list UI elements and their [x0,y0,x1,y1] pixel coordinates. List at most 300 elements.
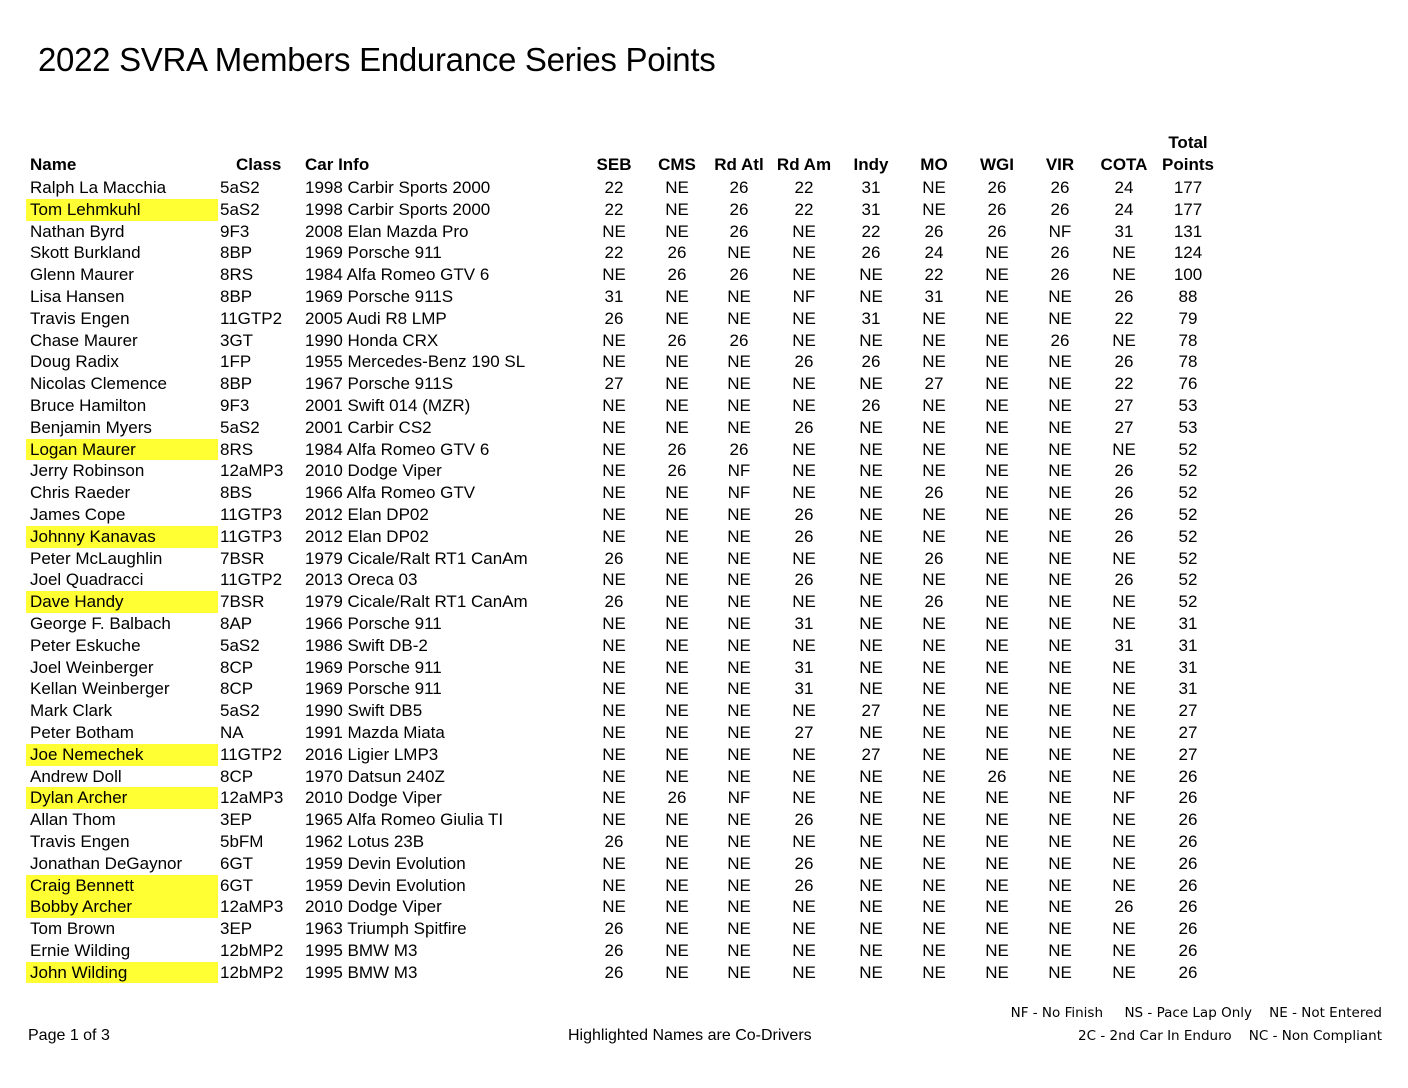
event-points: NE [859,897,883,917]
event-points: NE [792,548,816,568]
total-points: 52 [1178,461,1198,481]
total-points: 78 [1178,352,1198,372]
event-points: NE [1112,613,1136,633]
driver-name: Nathan Byrd [30,221,125,241]
event-points: 26 [667,243,687,263]
event-points: NE [792,221,816,241]
event-points: NE [602,504,626,524]
event-points: NE [602,483,626,503]
event-points: NE [859,657,883,677]
total-points: 79 [1178,308,1198,328]
event-points: NE [1048,831,1072,851]
event-points: 31 [794,679,814,699]
event-points: NE [665,657,689,677]
car-info: 1986 Swift DB-2 [305,635,428,655]
event-points: NE [665,286,689,306]
event-points: NE [792,330,816,350]
event-points: NE [727,810,751,830]
car-info: 1990 Honda CRX [305,330,439,350]
event-points: NE [1112,679,1136,699]
car-class: 3EP [220,919,253,939]
event-points: NE [665,548,689,568]
event-points: NE [602,461,626,481]
driver-name: Jerry Robinson [30,461,145,481]
event-points: NE [727,352,751,372]
event-points: NE [1048,657,1072,677]
event-points: NE [792,439,816,459]
driver-name: George F. Balbach [30,613,171,633]
event-points: NE [1048,635,1072,655]
car-class: 12bMP2 [220,940,284,960]
table-row [26,613,1226,635]
event-points: NE [859,374,883,394]
header-event-cota: COTA [1100,155,1148,174]
table-row [26,351,1226,373]
event-points: NE [1048,766,1072,786]
table-row [26,962,1226,984]
event-points: 26 [729,221,749,241]
event-points: NE [922,962,946,982]
event-points: NE [922,330,946,350]
event-points: 26 [794,504,814,524]
event-points: NE [922,701,946,721]
car-info: 1966 Alfa Romeo GTV [305,483,476,503]
total-points: 177 [1173,199,1203,219]
event-points: 26 [1114,570,1134,590]
car-info: 1967 Porsche 911S [305,374,454,394]
event-points: NE [985,330,1009,350]
event-points: NE [859,919,883,939]
event-points: NE [727,548,751,568]
car-class: 8BP [220,243,253,263]
table-row [26,221,1226,243]
event-points: NE [922,766,946,786]
event-points: 26 [604,592,624,612]
driver-name: Ralph La Macchia [30,178,167,197]
event-points: NE [1112,940,1136,960]
car-info: 1959 Devin Evolution [305,853,466,873]
event-points: NE [985,483,1009,503]
event-points: NE [1112,439,1136,459]
event-points: NE [922,613,946,633]
table-row [26,591,1226,613]
event-points: 22 [861,221,881,241]
event-points: NE [602,766,626,786]
event-points: NE [727,744,751,764]
event-points: NE [859,483,883,503]
event-points: NE [859,875,883,895]
total-points: 52 [1178,592,1198,612]
event-points: 24 [1114,199,1134,219]
driver-name: Kellan Weinberger [30,679,170,699]
event-points: NE [985,395,1009,415]
event-points: NE [922,744,946,764]
driver-name: Nicolas Clemence [30,374,167,394]
event-points: 22 [794,178,814,197]
event-points: NE [727,940,751,960]
event-points: 22 [604,199,624,219]
event-points: NE [602,810,626,830]
driver-name: Andrew Doll [30,766,122,786]
car-info: 2001 Carbir CS2 [305,417,432,437]
total-points: 131 [1173,221,1203,241]
event-points: NE [985,962,1009,982]
event-points: NE [602,395,626,415]
event-points: NE [922,810,946,830]
event-points: NE [665,592,689,612]
event-points: NE [1048,788,1072,808]
table-row [26,853,1226,875]
event-points: NE [792,395,816,415]
car-info: 1969 Porsche 911 [305,657,442,677]
car-class: 5aS2 [220,178,260,197]
event-points: NE [985,504,1009,524]
event-points: NE [922,461,946,481]
car-info: 1969 Porsche 911 [305,679,442,699]
driver-name: Travis Engen [30,831,130,851]
page-title: 2022 SVRA Members Endurance Series Points [38,41,716,78]
event-points: 26 [729,178,749,197]
event-points: NE [602,613,626,633]
table-row [26,330,1226,352]
car-class: 12aMP3 [220,788,284,808]
event-points: NE [1048,701,1072,721]
car-class: 8AP [220,613,253,633]
car-info: 1979 Cicale/Ralt RT1 CanAm [305,592,528,612]
total-points: 26 [1178,875,1198,895]
table-row [26,569,1226,591]
legend-line-2: 2C - 2nd Car In Enduro NC - Non Compliant [1078,1028,1382,1044]
event-points: NE [1048,504,1072,524]
total-points: 52 [1178,570,1198,590]
event-points: NE [727,701,751,721]
event-points: NE [922,199,946,219]
driver-name: Dylan Archer [30,788,128,808]
event-points: NE [665,940,689,960]
event-points: NE [859,417,883,437]
event-points: NE [1112,243,1136,263]
event-points: NE [985,439,1009,459]
event-points: 26 [924,221,944,241]
event-points: NE [1112,701,1136,721]
car-info: 2012 Elan DP02 [305,504,429,524]
driver-name: Peter Eskuche [30,635,141,655]
event-points: NE [922,722,946,742]
total-points: 27 [1178,744,1198,764]
event-points: 26 [1050,330,1070,350]
car-info: 1991 Mazda Miata [305,722,445,742]
car-class: 8BP [220,286,253,306]
event-points: NE [665,308,689,328]
car-info: 2012 Elan DP02 [305,526,429,546]
car-class: 3GT [220,330,254,350]
event-points: NE [922,352,946,372]
event-points: NE [602,875,626,895]
event-points: NE [792,461,816,481]
car-info: 2010 Dodge Viper [305,788,442,808]
event-points: 26 [604,919,624,939]
co-driver-note: Highlighted Names are Co-Drivers [568,1027,812,1044]
event-points: 26 [794,526,814,546]
event-points: NE [922,788,946,808]
table-row [26,678,1226,700]
table-row [26,177,1226,199]
event-points: 31 [861,308,881,328]
event-points: NE [602,744,626,764]
table-row [26,308,1226,330]
table-row [26,373,1226,395]
car-class: 7BSR [220,548,265,568]
event-points: NE [985,352,1009,372]
event-points: NE [727,657,751,677]
event-points: 26 [667,265,687,285]
points-table [26,130,1226,983]
table-header [26,130,1226,177]
table-row [26,766,1226,788]
car-info: 1990 Swift DB5 [305,701,423,721]
event-points: NE [1048,919,1072,939]
table-row [26,548,1226,570]
total-points: 26 [1178,962,1198,982]
header-event-seb: SEB [596,155,632,174]
event-points: NE [985,526,1009,546]
driver-name: Travis Engen [30,308,130,328]
event-points: NE [602,265,626,285]
total-points: 177 [1173,178,1203,197]
event-points: 26 [1050,178,1070,197]
car-class: 5aS2 [220,701,260,721]
event-points: 31 [861,178,881,197]
event-points: 26 [604,831,624,851]
table-row [26,918,1226,940]
event-points: 26 [794,853,814,873]
event-points: NE [665,875,689,895]
event-points: 26 [1114,483,1134,503]
car-info: 2001 Swift 014 (MZR) [305,395,471,415]
car-class: 7BSR [220,592,265,612]
car-info: 1962 Lotus 23B [305,831,425,851]
event-points: NE [985,919,1009,939]
total-points: 26 [1178,766,1198,786]
event-points: NE [792,788,816,808]
car-class: NA [220,722,244,742]
car-class: 12aMP3 [220,897,284,917]
event-points: NE [727,374,751,394]
car-info: 1995 BMW M3 [305,962,418,982]
event-points: NE [792,243,816,263]
event-points: 26 [1114,461,1134,481]
event-points: NE [922,308,946,328]
total-points: 26 [1178,810,1198,830]
driver-name: Craig Bennett [30,875,134,895]
driver-name: Mark Clark [30,701,113,721]
car-info: 1998 Carbir Sports 2000 [305,178,491,197]
event-points: NE [792,265,816,285]
event-points: NE [1112,831,1136,851]
event-points: NE [727,635,751,655]
total-points: 31 [1178,657,1198,677]
total-points: 31 [1178,679,1198,699]
table-row [26,482,1226,504]
table-row [26,199,1226,221]
total-points: 78 [1178,330,1198,350]
event-points: NE [1048,286,1072,306]
event-points: 26 [1114,352,1134,372]
table-row [26,700,1226,722]
event-points: NE [1048,352,1072,372]
event-points: NE [985,657,1009,677]
event-points: NE [922,919,946,939]
total-points: 52 [1178,483,1198,503]
event-points: NE [922,439,946,459]
event-points: NE [602,417,626,437]
event-points: NE [792,635,816,655]
car-class: 5aS2 [220,417,260,437]
car-info: 2010 Dodge Viper [305,897,442,917]
car-info: 1959 Devin Evolution [305,875,466,895]
event-points: 27 [924,374,944,394]
event-points: NE [859,526,883,546]
total-points: 31 [1178,613,1198,633]
event-points: NE [602,439,626,459]
header-event-mo: MO [920,155,948,174]
event-points: 24 [924,243,944,263]
driver-name: Chase Maurer [30,330,138,350]
event-points: NE [1048,722,1072,742]
event-points: NE [985,243,1009,263]
total-points: 26 [1178,831,1198,851]
event-points: 31 [794,657,814,677]
event-points: 26 [1114,526,1134,546]
event-points: 26 [861,395,881,415]
car-info: 1995 BMW M3 [305,940,418,960]
event-points: NE [922,417,946,437]
event-points: NE [859,330,883,350]
event-points: 31 [1114,635,1134,655]
event-points: 26 [861,243,881,263]
table-row [26,526,1226,548]
event-points: NE [727,570,751,590]
table-row [26,940,1226,962]
event-points: NE [922,831,946,851]
total-points: 52 [1178,526,1198,546]
event-points: NE [985,897,1009,917]
driver-name: Dave Handy [30,592,124,612]
driver-name: Joe Nemechek [30,744,144,764]
event-points: NE [985,875,1009,895]
car-class: 9F3 [220,221,250,241]
car-info: 2016 Ligier LMP3 [305,744,439,764]
car-class: 12bMP2 [220,962,284,982]
event-points: 26 [667,788,687,808]
event-points: NE [1112,810,1136,830]
car-info: 1969 Porsche 911 [305,243,442,263]
event-points: NE [922,897,946,917]
event-points: NE [859,461,883,481]
total-points: 52 [1178,439,1198,459]
table-row [26,242,1226,264]
event-points: NE [985,701,1009,721]
event-points: NE [665,483,689,503]
event-points: NE [665,919,689,939]
event-points: NE [665,613,689,633]
car-class: 8BS [220,483,253,503]
event-points: 26 [729,199,749,219]
event-points: 26 [924,592,944,612]
total-points: 124 [1173,243,1203,263]
event-points: NF [1112,788,1136,808]
event-points: NE [859,286,883,306]
table-row [26,875,1226,897]
event-points: NE [859,439,883,459]
event-points: NE [665,701,689,721]
driver-name: James Cope [30,504,126,524]
event-points: NE [602,352,626,372]
event-points: 27 [604,374,624,394]
header-event-rd-am: Rd Am [776,155,832,174]
event-points: NE [665,178,689,197]
event-points: NE [922,395,946,415]
event-points: NE [922,853,946,873]
event-points: NE [1112,330,1136,350]
event-points: 26 [924,548,944,568]
event-points: NE [665,395,689,415]
table-row [26,460,1226,482]
car-info: 2008 Elan Mazda Pro [305,221,469,241]
car-info: 1984 Alfa Romeo GTV 6 [305,439,490,459]
event-points: NE [1112,722,1136,742]
event-points: 26 [1114,286,1134,306]
event-points: 31 [1114,221,1134,241]
table-row [26,395,1226,417]
event-points: NE [665,744,689,764]
header-name: Name [30,155,77,174]
event-points: NE [727,504,751,524]
event-points: 26 [861,352,881,372]
table-row [26,657,1226,679]
car-info: 1998 Carbir Sports 2000 [305,199,491,219]
event-points: NE [859,940,883,960]
car-class: 1FP [220,352,252,372]
event-points: NE [1048,592,1072,612]
event-points: NE [602,330,626,350]
event-points: NE [727,613,751,633]
event-points: NE [665,504,689,524]
car-info: 2013 Oreca 03 [305,570,418,590]
event-points: NE [602,635,626,655]
event-points: NE [602,788,626,808]
total-points: 100 [1173,265,1203,285]
event-points: NE [922,875,946,895]
car-class: 5aS2 [220,199,260,219]
event-points: NE [859,265,883,285]
event-points: NE [665,352,689,372]
event-points: NE [1112,919,1136,939]
event-points: NE [665,199,689,219]
event-points: 26 [794,810,814,830]
table-row [26,286,1226,308]
event-points: NE [922,570,946,590]
event-points: NE [727,417,751,437]
event-points: 26 [987,766,1007,786]
car-info: 1963 Triumph Spitfire [305,919,467,939]
driver-name: Glenn Maurer [30,265,134,285]
event-points: NE [727,592,751,612]
event-points: NE [665,526,689,546]
total-points: 27 [1178,701,1198,721]
table-row [26,635,1226,657]
event-points: NE [602,853,626,873]
